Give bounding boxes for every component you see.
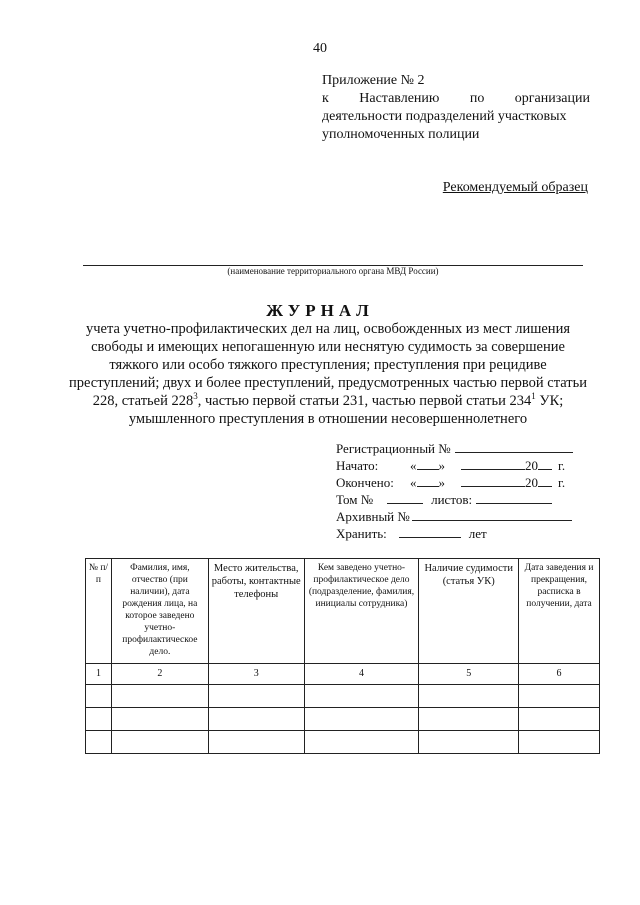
table-header-cell: Место жительства, работы, контактные телефоны — [208, 559, 304, 664]
year-suffix: г. — [558, 475, 566, 490]
table-header-cell: № п/п — [86, 559, 112, 664]
journal-table — [85, 558, 600, 754]
column-number: 6 — [519, 664, 600, 685]
table-cell — [419, 731, 519, 754]
table-header-cell: Фамилия, имя, отчество (при наличии), дата рождения лица, на которое заведено учетно-профилактическое дело. — [111, 559, 208, 664]
month-blank — [461, 457, 525, 470]
table-row — [86, 685, 600, 708]
page-number: 40 — [313, 41, 327, 56]
year-prefix: 20 — [525, 458, 538, 473]
appendix-title: Приложение № 2 — [322, 73, 425, 88]
table-cell — [519, 708, 600, 731]
table-cell — [208, 731, 304, 754]
keep-row — [336, 525, 596, 542]
end-date-row — [336, 474, 596, 491]
column-number-row — [86, 664, 600, 685]
month-blank — [461, 474, 525, 487]
day-blank — [417, 457, 439, 470]
archive-blank — [412, 508, 572, 521]
table-cell — [304, 685, 419, 708]
registration-block — [336, 440, 596, 542]
column-number: 4 — [304, 664, 419, 685]
table-cell — [419, 708, 519, 731]
superscript: 3 — [193, 391, 198, 402]
quote-open: « — [410, 458, 417, 473]
appendix-line-3: деятельности подразделений участковых — [322, 109, 567, 124]
column-number: 5 — [419, 664, 519, 685]
archive-label: Архивный № — [336, 509, 410, 524]
keep-label: Хранить: — [336, 526, 387, 541]
subtitle-part-1: учета учетно-профилактических дел на лиц, освобожденных из мест лишения свободы и имеющих непогашенную или неснятую судимость за совершение тяжкого или особо тяжкого преступления; преступления при рецидиве преступлений; двух и более преступлений, предусмотренных частью первой статьи 228, статьей 228 — [68, 321, 587, 409]
years-label: лет — [468, 526, 487, 541]
appendix-word: по — [469, 91, 485, 106]
org-name-caption: (наименование территориального органа МВД России) — [227, 266, 439, 276]
column-number: 2 — [111, 664, 208, 685]
keep-blank — [399, 525, 461, 538]
table-cell — [519, 731, 600, 754]
end-label: Окончено: — [336, 475, 394, 490]
table-cell — [111, 708, 208, 731]
volume-blank — [387, 491, 423, 504]
subtitle-part-2: , частью первой статьи 231, частью первой статьи 234 — [197, 393, 532, 409]
table-cell — [519, 685, 600, 708]
table-cell — [86, 731, 112, 754]
year-prefix: 20 — [525, 475, 538, 490]
table-header-cell: Кем заведено учетно-профилактическое дело (подразделение, фамилия, инициалы сотрудника) — [304, 559, 419, 664]
table-cell — [419, 685, 519, 708]
year-suffix: г. — [558, 458, 566, 473]
reg-number-row — [336, 440, 596, 457]
volume-row — [336, 491, 596, 508]
table-cell — [86, 685, 112, 708]
table-cell — [208, 708, 304, 731]
appendix-line-4: уполномоченных полиции — [322, 127, 480, 142]
start-date-row — [336, 457, 596, 474]
table-cell — [304, 731, 419, 754]
appendix-line-2 — [322, 90, 590, 108]
archive-row — [336, 508, 596, 525]
appendix-word: Наставлению — [359, 91, 440, 106]
appendix-word: к — [322, 91, 329, 106]
table-header-cell: Наличие судимости (статья УК) — [419, 559, 519, 664]
year-blank — [538, 457, 552, 470]
quote-close: » — [438, 475, 445, 490]
start-label: Начато: — [336, 458, 379, 473]
quote-open: « — [410, 475, 417, 490]
table-cell — [208, 685, 304, 708]
subtitle-part-3: УК; умышленного преступления в отношении несовершеннолетнего — [128, 393, 564, 427]
table-header-cell: Дата заведения и прекращения, расписка в получении, дата — [519, 559, 600, 664]
reg-number-blank — [455, 440, 573, 453]
appendix-block — [322, 72, 590, 144]
table-cell — [111, 731, 208, 754]
column-number: 3 — [208, 664, 304, 685]
table-cell — [86, 708, 112, 731]
journal-title: ЖУРНАЛ — [266, 301, 374, 320]
table-row — [86, 731, 600, 754]
column-number: 1 — [86, 664, 112, 685]
sheets-blank — [476, 491, 552, 504]
quote-close: » — [438, 458, 445, 473]
volume-label: Том № — [336, 492, 374, 507]
appendix-word: организации — [514, 91, 590, 106]
sample-label: Рекомендуемый образец — [442, 180, 588, 195]
table-cell — [304, 708, 419, 731]
table-row — [86, 708, 600, 731]
superscript: 1 — [531, 391, 536, 402]
day-blank — [417, 474, 439, 487]
sheets-label: листов: — [431, 492, 473, 507]
table-cell — [111, 685, 208, 708]
reg-number-label: Регистрационный № — [336, 441, 451, 456]
year-blank — [538, 474, 552, 487]
table-header-row — [86, 559, 600, 664]
journal-subtitle — [68, 320, 588, 428]
